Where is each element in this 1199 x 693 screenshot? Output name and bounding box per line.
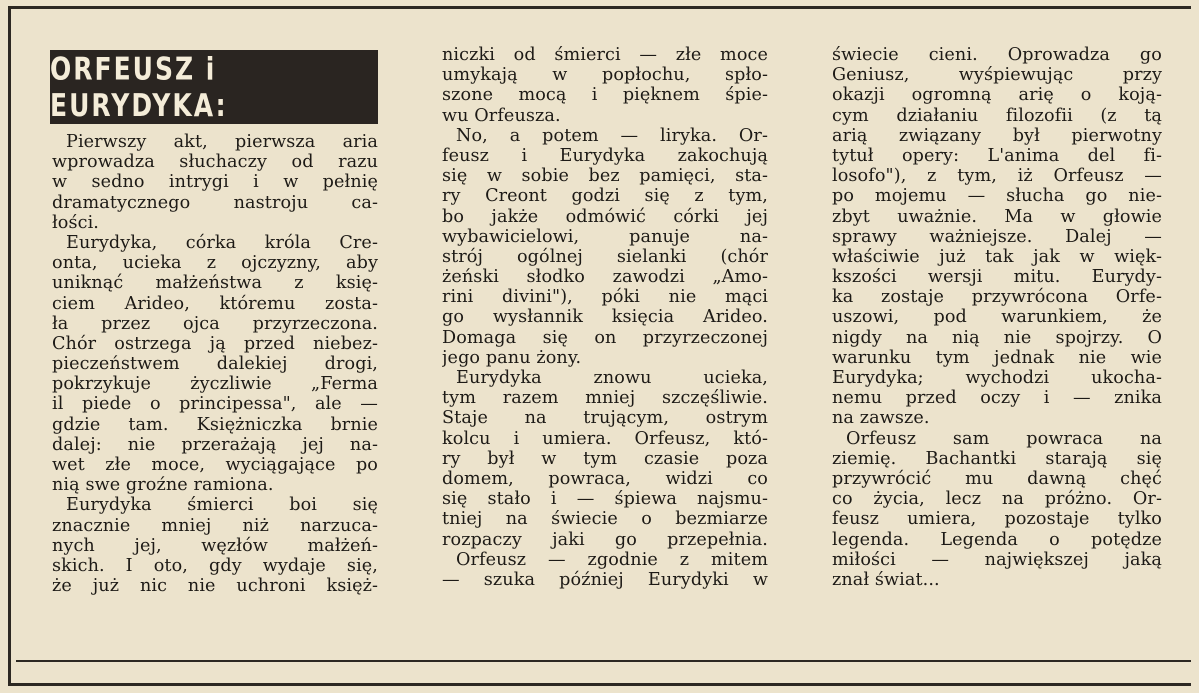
text-line: niczki od śmierci — złe moce	[442, 45, 768, 65]
text-line: kszości wersji mitu. Eurydy-	[832, 267, 1162, 288]
text-line: warunku tym jednak nie wie	[832, 347, 1162, 368]
text-line: cym działaniu filozofii (z tą	[832, 105, 1162, 126]
text-line: ka zostaje przywrócona Orfe-	[832, 287, 1162, 308]
text-line: ry był w tym czasie poza	[442, 448, 768, 469]
text-line: znał świat...	[832, 569, 940, 590]
text-line: na zawsze.	[832, 408, 930, 429]
text-line: miłości — największej jaką	[832, 549, 1162, 570]
text-line: ciem Arideo, któremu zosta-	[52, 293, 378, 314]
text-line: sprawy ważniejsze. Dalej —	[832, 226, 1162, 247]
text-line: co życia, lecz na próżno. Or-	[832, 489, 1162, 510]
text-line: dalej: nie przerażają jej na-	[52, 434, 378, 455]
text-line: tym razem mniej szczęśliwie.	[442, 388, 768, 409]
text-line: wprowadza słuchaczy od razu	[52, 152, 378, 173]
text-line: się w sobie bez pamięci, sta-	[442, 166, 768, 187]
text-line: nemu przed oczy i — znika	[832, 388, 1162, 409]
text-line: okazji ogromną arię o koją-	[832, 85, 1162, 106]
text-line: Geniusz, wyśpiewując przy	[832, 65, 1162, 86]
text-line: strój ogólnej sielanki (chór	[442, 246, 768, 267]
text-line: ziemię. Bachantki starają się	[832, 448, 1162, 469]
text-line: umykają w popłochu, spło-	[442, 65, 768, 86]
text-line: Staje na trującym, ostrym	[442, 408, 768, 429]
text-line: nych jej, węzłów małżeń-	[52, 535, 378, 556]
title-banner	[50, 50, 378, 124]
text-line: w sedno intrygi i w pełnię	[52, 172, 378, 193]
text-line: tytuł opery: L'anima del fi-	[832, 145, 1162, 166]
text-line: rozpaczy jaki go przepełnia.	[442, 529, 768, 550]
text-line: po mojemu — słucha go nie-	[832, 186, 1162, 207]
text-line: nią swe groźne ramiona.	[52, 475, 274, 496]
text-column-2	[442, 45, 768, 590]
text-line: Orfeusz sam powraca na	[846, 428, 1162, 449]
text-line: losofo"), z tym, iż Orfeusz —	[832, 166, 1162, 187]
text-line: bo jakże odmówić córki jej	[442, 206, 768, 227]
text-line: Pierwszy akt, pierwsza aria	[66, 132, 378, 152]
text-line: jego panu żony.	[442, 347, 582, 368]
text-line: pieczeństwem dalekiej drogi,	[52, 354, 378, 375]
text-line: ła przez ojca przyrzeczona.	[52, 313, 378, 334]
text-line: domem, powraca, widzi co	[442, 468, 768, 489]
text-line: przywrócić mu dawną chęć	[832, 468, 1162, 489]
text-line: wu Orfeusza.	[442, 105, 561, 126]
text-line: szone mocą i pięknem śpie-	[442, 85, 768, 106]
text-line: rini divini"), póki nie mąci	[442, 287, 768, 308]
text-line: Orfeusz — zgodnie z mitem	[456, 549, 768, 570]
text-line: łości.	[52, 212, 99, 233]
text-line: nigdy na nią nie spojrzy. O	[832, 327, 1162, 348]
text-line: feusz i Eurydyka zakochują	[442, 145, 768, 166]
text-line: arią związany był pierwotny	[832, 125, 1162, 146]
text-line: uniknąć małżeństwa z księ-	[52, 273, 378, 294]
bottom-rule	[16, 660, 1191, 662]
text-line: il piede o principessa", ale —	[52, 394, 378, 415]
text-line: onta, ucieka z ojczyzny, aby	[52, 253, 378, 274]
text-line: Eurydyka śmierci boi się	[66, 495, 378, 516]
text-line: dramatycznego nastroju ca-	[52, 192, 378, 213]
text-line: ry Creont godzi się z tym,	[442, 186, 768, 207]
article-title: ORFEUSZ i EURYDYKA:	[50, 50, 228, 124]
text-line: Domaga się on przyrzeczonej	[442, 327, 768, 348]
text-column-3	[832, 45, 1162, 590]
text-line: kolcu i umiera. Orfeusz, któ-	[442, 428, 768, 449]
text-line: zbyt uważnie. Ma w głowie	[832, 206, 1162, 227]
text-line: Chór ostrzega ją przed niebez-	[52, 333, 378, 354]
text-line: gdzie tam. Księżniczka brnie	[52, 414, 378, 435]
text-line: się stało i — śpiewa najsmu-	[442, 489, 768, 510]
text-line: No, a potem — liryka. Or-	[456, 125, 768, 146]
text-line: pokrzykuje życzliwie „Ferma	[52, 374, 378, 395]
text-line: — szuka później Eurydyki w	[442, 569, 768, 590]
text-line: żeński słodko zawodzi „Amo-	[442, 267, 768, 288]
text-line: tniej na świecie o bezmiarze	[442, 509, 768, 530]
text-line: feusz umiera, pozostaje tylko	[832, 509, 1162, 530]
text-line: znacznie mniej niż narzuca-	[52, 515, 378, 536]
text-line: właściwie już tak jak w więk-	[832, 246, 1162, 267]
text-line: że już nic nie uchroni księż-	[52, 576, 378, 597]
text-column-1	[52, 132, 378, 596]
text-line: Eurydyka; wychodzi ukocha-	[832, 368, 1162, 388]
text-line: legenda. Legenda o potędze	[832, 529, 1162, 550]
text-line: skich. I oto, gdy wydaje się,	[52, 555, 378, 576]
text-line: świecie cieni. Oprowadza go	[832, 45, 1162, 65]
text-line: go wysłannik księcia Arideo.	[442, 307, 768, 328]
text-line: wybawicielowi, panuje na-	[442, 226, 768, 247]
text-line: Eurydyka znowu ucieka,	[456, 368, 768, 388]
text-line: wet złe moce, wyciągające po	[52, 455, 378, 475]
text-line: Eurydyka, córka króla Cre-	[66, 232, 378, 253]
text-line: uszowi, pod warunkiem, że	[832, 307, 1162, 328]
